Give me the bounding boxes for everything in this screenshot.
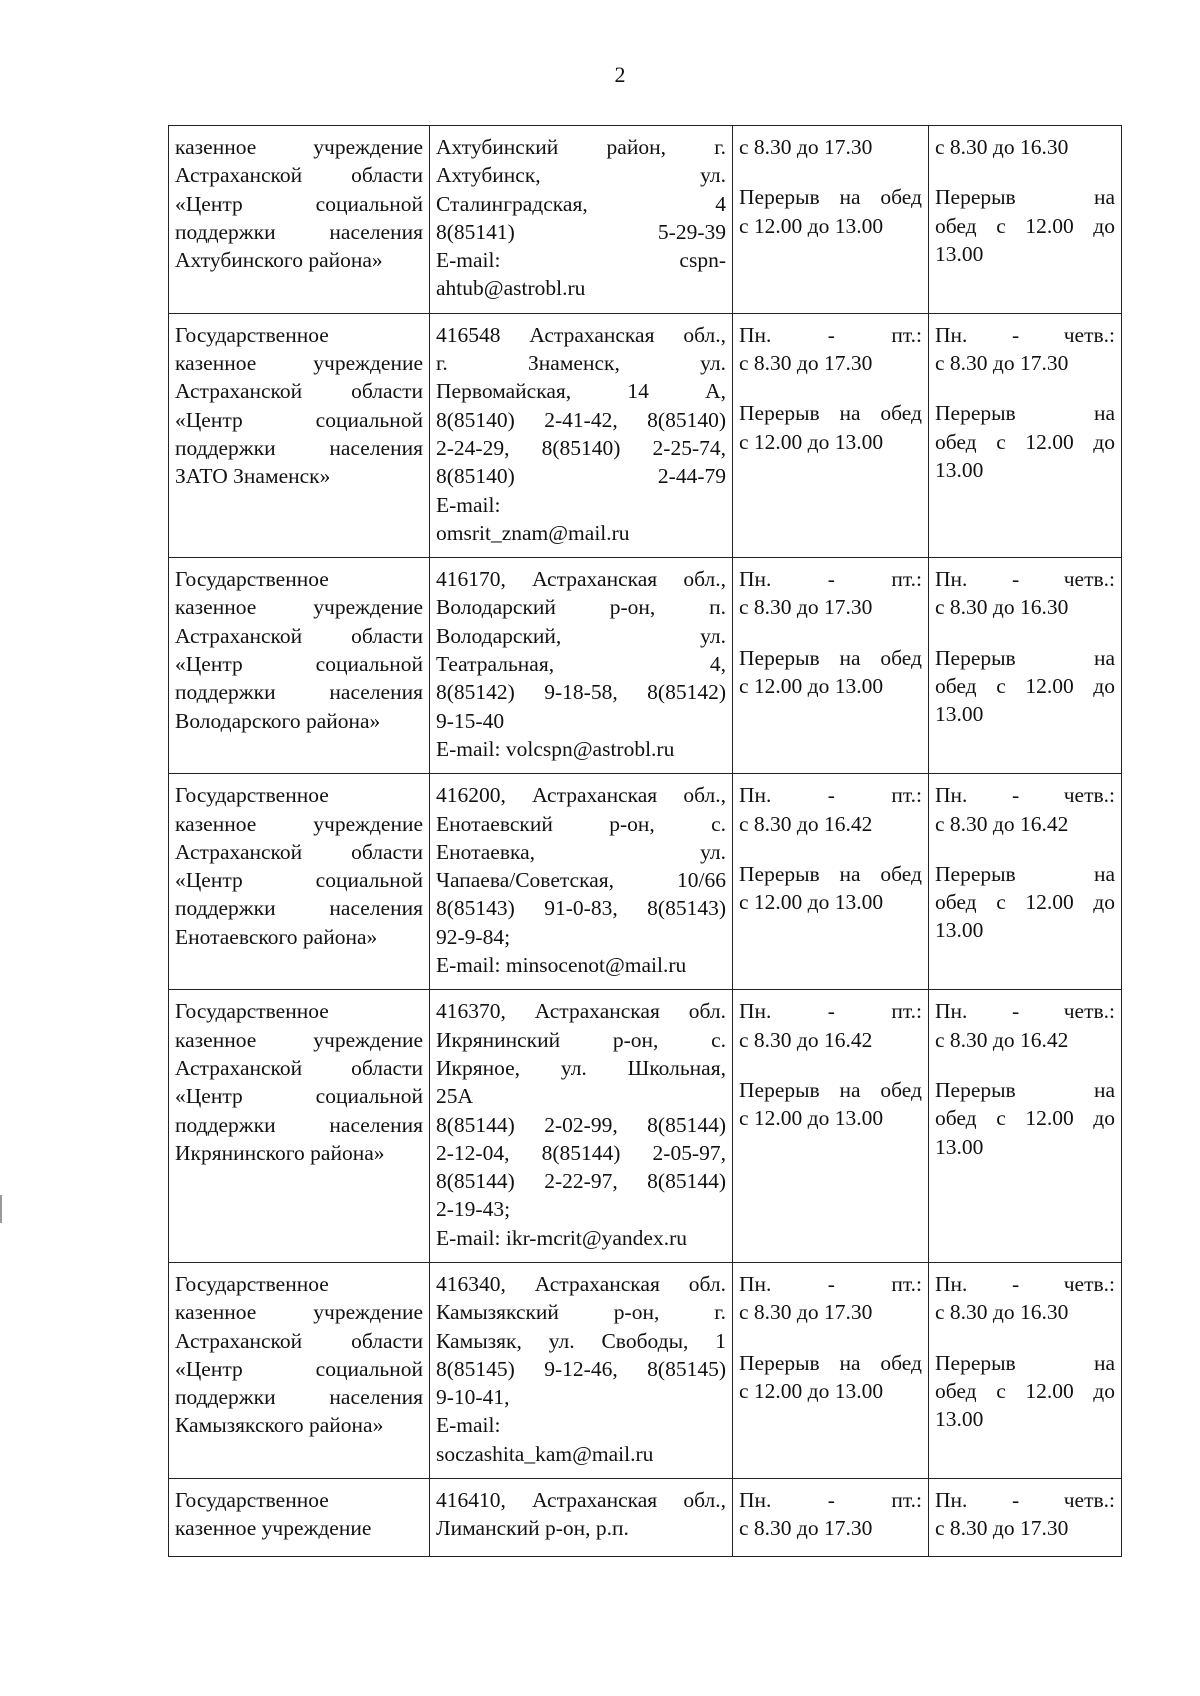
address-line: 2-12-04, 8(85144) 2-05-97, [436, 1140, 726, 1165]
weekday-hours-cell [733, 558, 929, 774]
organization-line: казенное учреждение [175, 1516, 372, 1541]
address-line: 8(85143) 91-0-83, 8(85143) [436, 896, 726, 921]
address-line: ahtub@astrobl.ru [436, 276, 586, 301]
organization-line: ЗАТО Знаменск» [175, 464, 331, 489]
address-line: soczashita_kam@mail.ru [436, 1441, 654, 1466]
address-line: г. Знаменск, ул. [436, 351, 726, 376]
friday-hours-line: обед с 12.00 до [935, 1106, 1115, 1131]
weekday-hours-cell [733, 126, 929, 314]
page-number: 2 [614, 62, 626, 87]
organization-line: казенное учреждение [175, 351, 423, 376]
friday-hours-cell [929, 1262, 1122, 1478]
organization-line: «Центр социальной [175, 1356, 423, 1381]
organization-line: Астраханской области [175, 163, 423, 188]
friday-hours-line: 13.00 [935, 918, 984, 943]
weekday-hours-cell [733, 774, 929, 990]
blank-line [935, 1327, 1115, 1349]
weekday-hours-line: Пн. - пт.: [739, 1488, 922, 1513]
friday-hours-line: с 8.30 до 16.42 [935, 1027, 1069, 1052]
institutions-table-body [169, 126, 1122, 1557]
weekday-hours-line: Перерыв на обед [739, 861, 922, 886]
blank-line [935, 377, 1115, 399]
weekday-hours-line: Перерыв на обед [739, 185, 922, 210]
blank-line [739, 377, 922, 399]
address-line: 8(85140) 2-44-79 [436, 464, 726, 489]
organization-line: Государственное [175, 322, 329, 347]
weekday-hours-line: Перерыв на обед [739, 1350, 922, 1375]
address-line: Ахтубинский район, г. [436, 135, 726, 159]
weekday-hours-cell [733, 313, 929, 557]
table-row [169, 126, 1122, 314]
weekday-hours-line: с 8.30 до 16.42 [739, 811, 873, 836]
weekday-hours-line: Перерыв на обед [739, 401, 922, 426]
address-line: 25А [436, 1084, 474, 1109]
address-line: 416548 Астраханская обл., [436, 322, 726, 347]
friday-hours-line: Пн. - четв.: [935, 999, 1115, 1024]
table-row [169, 990, 1122, 1263]
organization-line: «Центр социальной [175, 407, 423, 432]
address-line: 416170, Астраханская обл., [436, 567, 726, 592]
friday-hours-line: Пн. - четв.: [935, 567, 1115, 592]
address-line: 416370, Астраханская обл. [436, 999, 726, 1024]
friday-hours-line: Пн. - четв.: [935, 1488, 1115, 1513]
friday-hours-line: с 8.30 до 17.30 [935, 351, 1069, 376]
friday-hours-line: обед с 12.00 до [935, 1378, 1115, 1403]
organization-line: поддержки населения [175, 1385, 423, 1410]
blank-line [739, 622, 922, 644]
organization-line: Государственное [175, 1488, 329, 1513]
address-line: 8(85140) 2-41-42, 8(85140) [436, 407, 726, 432]
friday-hours-line: Перерыв на [935, 1077, 1115, 1102]
address-line: E-mail: ikr-mcrit@yandex.ru [436, 1225, 688, 1250]
weekday-hours-line: с 12.00 до 13.00 [739, 1378, 884, 1403]
organization-cell [169, 1479, 430, 1557]
organization-line: Астраханской области [175, 1328, 423, 1353]
friday-hours-line: 13.00 [935, 241, 984, 266]
address-line: 8(85145) 9-12-46, 8(85145) [436, 1356, 726, 1381]
address-line: 92-9-84; [436, 924, 511, 949]
address-cell [430, 126, 733, 314]
organization-line: Володарского района» [175, 708, 381, 733]
institutions-table [168, 125, 1122, 1557]
address-line: Театральная, 4, [436, 652, 726, 677]
organization-line: Астраханской области [175, 839, 423, 864]
friday-hours-line: обед с 12.00 до [935, 890, 1115, 915]
address-line: Икрянинский р-он, с. [436, 1027, 726, 1052]
blank-line [935, 622, 1115, 644]
address-line: omsrit_znam@mail.ru [436, 520, 630, 545]
weekday-hours-line: Пн. - пт.: [739, 999, 922, 1024]
address-cell [430, 558, 733, 774]
organization-line: казенное учреждение [175, 1300, 423, 1325]
friday-hours-line: обед с 12.00 до [935, 429, 1115, 454]
address-cell [430, 990, 733, 1263]
table-row [169, 1262, 1122, 1478]
blank-line [739, 1327, 922, 1349]
weekday-hours-line: с 8.30 до 17.30 [739, 1300, 873, 1325]
organization-line: Икрянинского района» [175, 1140, 385, 1165]
friday-hours-line: с 8.30 до 16.42 [935, 811, 1069, 836]
weekday-hours-line: с 8.30 до 17.30 [739, 351, 873, 376]
organization-line: «Центр социальной [175, 652, 423, 677]
weekday-hours-line: Пн. - пт.: [739, 783, 922, 808]
weekday-hours-cell [733, 1262, 929, 1478]
address-line: Володарский, ул. [436, 623, 726, 648]
weekday-hours-line: с 8.30 до 17.30 [739, 595, 873, 620]
blank-line [739, 161, 922, 183]
address-cell [430, 313, 733, 557]
address-line: Камызякский р-он, г. [436, 1300, 726, 1325]
organization-line: «Центр социальной [175, 191, 423, 216]
friday-hours-line: Пн. - четв.: [935, 1271, 1115, 1296]
address-line: E-mail: minsocenot@mail.ru [436, 953, 687, 978]
organization-line: поддержки населения [175, 680, 423, 705]
address-line: E-mail: cspn- [436, 248, 726, 273]
friday-hours-line: Пн. - четв.: [935, 783, 1115, 808]
address-line: Первомайская, 14 А, [436, 379, 726, 404]
friday-hours-line: обед с 12.00 до [935, 213, 1115, 238]
organization-line: Государственное [175, 999, 329, 1024]
weekday-hours-line: с 12.00 до 13.00 [739, 213, 884, 238]
table-row [169, 1479, 1122, 1557]
blank-line [739, 1054, 922, 1076]
address-line: 2-19-43; [436, 1197, 511, 1222]
friday-hours-cell [929, 313, 1122, 557]
weekday-hours-line: Пн. - пт.: [739, 322, 922, 347]
address-cell [430, 1479, 733, 1557]
friday-hours-line: Пн. - четв.: [935, 322, 1115, 347]
address-line: 416410, Астраханская обл., [436, 1488, 726, 1513]
organization-line: Енотаевского района» [175, 924, 378, 949]
weekday-hours-line: Перерыв на обед [739, 1077, 922, 1102]
weekday-hours-line: с 8.30 до 17.30 [739, 135, 873, 159]
organization-line: Камызякского района» [175, 1413, 384, 1438]
weekday-hours-line: с 12.00 до 13.00 [739, 1106, 884, 1131]
friday-hours-line: Перерыв на [935, 401, 1115, 426]
address-line: Сталинградская, 4 [436, 191, 726, 216]
blank-line [739, 838, 922, 860]
weekday-hours-cell [733, 990, 929, 1263]
scan-edge-mark [0, 1195, 2, 1223]
organization-line: поддержки населения [175, 896, 423, 921]
organization-cell [169, 1262, 430, 1478]
friday-hours-line: с 8.30 до 16.30 [935, 135, 1069, 159]
friday-hours-line: с 8.30 до 16.30 [935, 1300, 1069, 1325]
friday-hours-line: 13.00 [935, 702, 984, 727]
weekday-hours-cell [733, 1479, 929, 1557]
address-line: 416200, Астраханская обл., [436, 783, 726, 808]
address-line: Камызяк, ул. Свободы, 1 [436, 1328, 726, 1353]
weekday-hours-line: с 8.30 до 16.42 [739, 1027, 873, 1052]
organization-cell [169, 558, 430, 774]
address-line: 9-15-40 [436, 708, 505, 733]
weekday-hours-line: с 12.00 до 13.00 [739, 429, 884, 454]
organization-line: Астраханской области [175, 623, 423, 648]
weekday-hours-line: Пн. - пт.: [739, 1271, 922, 1296]
address-cell [430, 1262, 733, 1478]
organization-line: Государственное [175, 783, 329, 808]
organization-cell [169, 990, 430, 1263]
address-line: 2-24-29, 8(85140) 2-25-74, [436, 435, 726, 460]
friday-hours-cell [929, 126, 1122, 314]
address-line: E-mail: [436, 492, 501, 517]
friday-hours-line: 13.00 [935, 457, 984, 482]
organization-line: казенное учреждение [175, 135, 423, 159]
organization-line: Ахтубинского района» [175, 248, 383, 273]
organization-line: казенное учреждение [175, 1027, 423, 1052]
friday-hours-line: с 8.30 до 16.30 [935, 595, 1069, 620]
organization-line: Государственное [175, 567, 329, 592]
friday-hours-line: Перерыв на [935, 185, 1115, 210]
friday-hours-line: Перерыв на [935, 1350, 1115, 1375]
organization-line: Государственное [175, 1271, 329, 1296]
table-row [169, 313, 1122, 557]
blank-line [935, 838, 1115, 860]
address-cell [430, 774, 733, 990]
friday-hours-cell [929, 1479, 1122, 1557]
organization-line: казенное учреждение [175, 595, 423, 620]
organization-cell [169, 313, 430, 557]
address-line: Ахтубинск, ул. [436, 163, 726, 188]
friday-hours-cell [929, 990, 1122, 1263]
friday-hours-line: Перерыв на [935, 645, 1115, 670]
organization-cell [169, 774, 430, 990]
address-line: Енотаевка, ул. [436, 839, 726, 864]
organization-line: поддержки населения [175, 219, 423, 244]
address-line: Чапаева/Советская, 10/66 [436, 868, 726, 893]
blank-line [935, 1054, 1115, 1076]
address-line: Володарский р-он, п. [436, 595, 726, 620]
friday-hours-line: с 8.30 до 17.30 [935, 1516, 1069, 1541]
table-row [169, 558, 1122, 774]
address-line: E-mail: volcspn@astrobl.ru [436, 736, 675, 761]
friday-hours-cell [929, 774, 1122, 990]
weekday-hours-line: с 8.30 до 17.30 [739, 1516, 873, 1541]
table-row [169, 774, 1122, 990]
organization-cell [169, 126, 430, 314]
address-line: E-mail: [436, 1413, 501, 1438]
address-line: 8(85144) 2-02-99, 8(85144) [436, 1112, 726, 1137]
weekday-hours-line: Перерыв на обед [739, 645, 922, 670]
organization-line: поддержки населения [175, 1112, 423, 1137]
weekday-hours-line: с 12.00 до 13.00 [739, 674, 884, 699]
organization-line: «Центр социальной [175, 1084, 423, 1109]
organization-line: Астраханской области [175, 379, 423, 404]
address-line: Лиманский р-он, р.п. [436, 1516, 629, 1541]
weekday-hours-line: Пн. - пт.: [739, 567, 922, 592]
organization-line: Астраханской области [175, 1055, 423, 1080]
blank-line [935, 161, 1115, 183]
organization-line: «Центр социальной [175, 868, 423, 893]
organization-line: казенное учреждение [175, 811, 423, 836]
friday-hours-line: Перерыв на [935, 861, 1115, 886]
friday-hours-line: обед с 12.00 до [935, 674, 1115, 699]
friday-hours-line: 13.00 [935, 1134, 984, 1159]
weekday-hours-line: с 12.00 до 13.00 [739, 890, 884, 915]
friday-hours-cell [929, 558, 1122, 774]
address-line: 8(85141) 5-29-39 [436, 219, 726, 244]
address-line: Енотаевский р-он, с. [436, 811, 726, 836]
address-line: 8(85142) 9-18-58, 8(85142) [436, 680, 726, 705]
address-line: 9-10-41, [436, 1385, 510, 1410]
address-line: 416340, Астраханская обл. [436, 1271, 726, 1296]
friday-hours-line: 13.00 [935, 1407, 984, 1432]
address-line: 8(85144) 2-22-97, 8(85144) [436, 1169, 726, 1194]
address-line: Икряное, ул. Школьная, [436, 1055, 726, 1080]
organization-line: поддержки населения [175, 435, 423, 460]
